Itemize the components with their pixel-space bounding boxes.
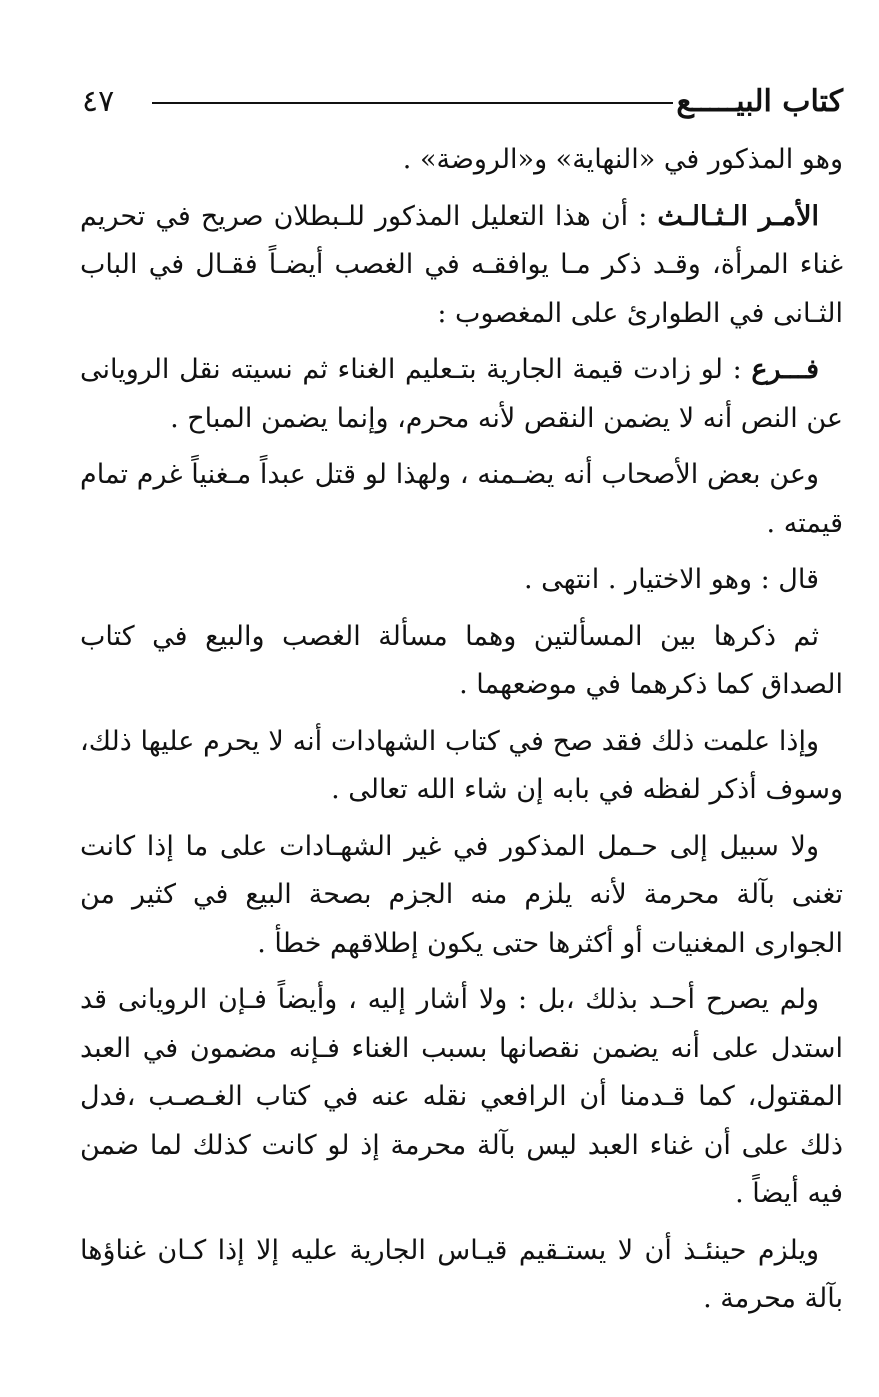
header-rule bbox=[152, 102, 673, 104]
paragraph-text: ثم ذكرها بين المسألتين وهما مسألة الغصب والبيع في كتاب الصداق كما ذكرهما في موضعهما . bbox=[80, 620, 843, 700]
paragraph bbox=[80, 823, 843, 969]
paragraph-text: وعن بعض الأصحاب أنه يضـمنه ، ولهذا لو قتل عبداً مـغنياً غرم تمام قيمته . bbox=[80, 459, 843, 539]
paragraph-text: ولم يصرح أحـد بذلك ،بل : ولا أشار إليه ، وأيضاً فـإن الرويانى قد استدل على أنه يضمن نقصانها بسبب الغناء فـإنه مضمون في العبد المقتول، كما قـدمنا أن الرافعي نقله عنه في كتاب الغـصـب ،فدل ذلك على أن غناء العبد ليس بآلة محرمة إذ لو كانت كذلك لما ضمن فيه أيضاً . bbox=[80, 984, 843, 1209]
paragraph bbox=[80, 718, 843, 815]
paragraph-lead: فـــرع bbox=[751, 354, 819, 385]
paragraph bbox=[80, 556, 843, 605]
paragraph-text: وهو المذكور في «النهاية» و«الروضة» . bbox=[402, 144, 843, 175]
paragraph bbox=[80, 136, 843, 185]
paragraph-lead: الأمـر الـثـالـث bbox=[657, 200, 819, 232]
page-header bbox=[82, 84, 843, 124]
paragraph bbox=[80, 613, 843, 710]
paragraph bbox=[80, 976, 843, 1219]
paragraph bbox=[80, 193, 843, 339]
paragraph-text: ولا سبيل إلى حـمل المذكور في غير الشهـادات على ما إذا كانت تغنى بآلة محرمة لأنه يلزم منه الجزم بصحة البيع في كثير من الجوارى المغنيات أو أكثرها حتى يكون إطلاقهم خطأ . bbox=[80, 830, 844, 959]
page-body bbox=[80, 136, 843, 1332]
paragraph-text: وإذا علمت ذلك فقد صح في كتاب الشهادات أنه لا يحرم عليها ذلك، وسوف أذكر لفظه في بابه إن شاء الله تعالى . bbox=[80, 725, 843, 805]
paragraph-text: ويلزم حينئـذ أن لا يستـقيم قيـاس الجارية عليه إلا إذا كـان غناؤها بآلة محرمة . bbox=[80, 1234, 843, 1314]
running-title: كتاب البيـــــع bbox=[676, 84, 843, 119]
paragraph-text: : لو زادت قيمة الجارية بتـعليم الغناء ثم نسيته نقل الرويانى عن النص أنه لا يضمن النقص لأنه محرم، وإنما يضمن المباح . bbox=[80, 354, 843, 434]
paragraph bbox=[80, 346, 843, 443]
paragraph-text: قال : وهو الاختيار . انتهى . bbox=[524, 564, 819, 595]
paragraph-text: : أن هذا التعليل المذكور للـبطلان صريح في تحريم غناء المرأة، وقـد ذكر مـا يوافقـه في الغصب أيضـاً فقـال في الباب الثـانى في الطوارئ على المغصوب : bbox=[80, 200, 843, 329]
page-number: ٤٧ bbox=[82, 84, 115, 119]
paragraph bbox=[80, 451, 843, 548]
paragraph bbox=[80, 1227, 843, 1324]
